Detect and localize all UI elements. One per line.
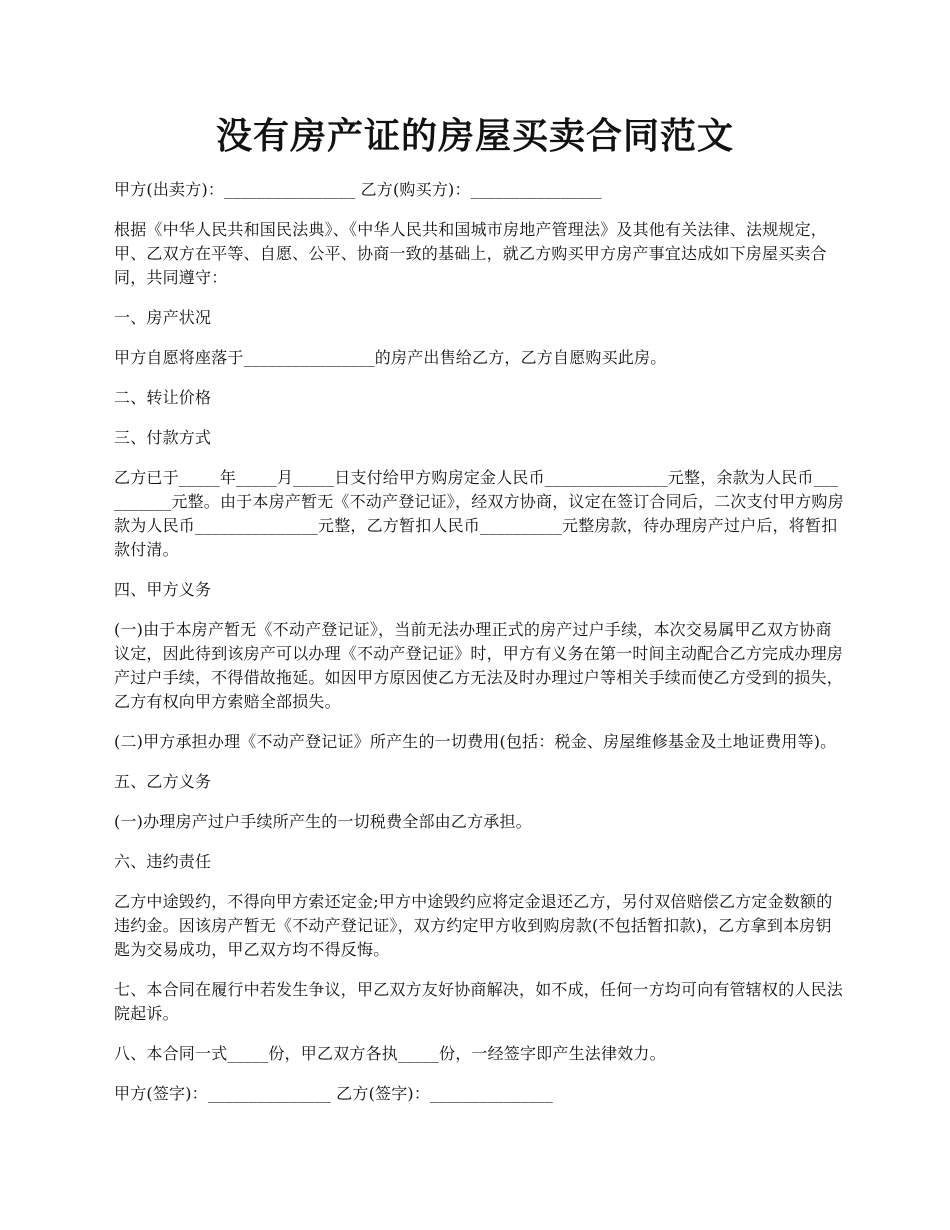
party-names-line: 甲方(出卖方)：________________ 乙方(购买方)：________________ xyxy=(114,180,602,199)
section-heading-property: 一、房产状况 xyxy=(114,308,212,327)
section-heading-seller-duties: 四、甲方义务 xyxy=(114,580,212,599)
property-location-paragraph: 甲方自愿将座落于________________的房产出售给乙方，乙方自愿购买此房。 xyxy=(114,348,667,367)
section-heading-buyer-duties: 五、乙方义务 xyxy=(114,772,212,791)
seller-duty-1-paragraph: (一)由于本房产暂无《不动产登记证》，当前无法办理正式的房产过户手续，本次交易属甲乙双方协商议定，因此待到该房产可以办理《不动产登记证》时，甲方有义务在第一时间主动配合乙方完成办理房产过户手续，不得借故拖延。如因甲方原因使乙方无法及时办理过户等相关手续而使乙方受到的损失，乙方有权向甲方索赔全部损失。 xyxy=(114,620,844,711)
section-heading-price: 二、转让价格 xyxy=(114,388,212,407)
copies-paragraph: 八、本合同一式_____份，甲乙双方各执_____份，一经签字即产生法律效力。 xyxy=(114,1044,666,1063)
payment-paragraph: 乙方已于_____年_____月_____日支付给甲方购房定金人民币_______________元整，余款为人民币__________元整。由于本房产暂无《不动产登记证》，经双方协商，议定在签订合同后，二次支付甲方购房款为人民币_______________元整，乙方暂扣人民币__________元整房款，待办理房产过户后，将暂扣款付清。 xyxy=(114,468,844,559)
document-title: 没有房产证的房屋买卖合同范文 xyxy=(215,115,734,157)
buyer-duty-1-paragraph: (一)办理房产过户手续所产生的一切税费全部由乙方承担。 xyxy=(114,812,532,831)
document-body xyxy=(114,178,844,1122)
dispute-paragraph: 七、本合同在履行中若发生争议，甲乙双方友好协商解决，如不成，任何一方均可向有管辖权的人民法院起诉。 xyxy=(114,980,844,1023)
section-heading-liability: 六、违约责任 xyxy=(114,852,212,871)
seller-duty-2-paragraph: (二)甲方承担办理《不动产登记证》所产生的一切费用(包括：税金、房屋维修基金及土地证费用等)。 xyxy=(114,732,837,751)
preamble-paragraph: 根据《中华人民共和国民法典》、《中华人民共和国城市房地产管理法》及其他有关法律、法规规定，甲、乙双方在平等、自愿、公平、协商一致的基础上，就乙方购买甲方房产事宜达成如下房屋买卖合同，共同遵守： xyxy=(114,220,828,287)
section-heading-payment: 三、付款方式 xyxy=(114,428,212,447)
liability-paragraph: 乙方中途毁约，不得向甲方索还定金;甲方中途毁约应将定金退还乙方，另付双倍赔偿乙方定金数额的违约金。因该房产暂无《不动产登记证》，双方约定甲方收到购房款(不包括暂扣款)，乙方拿到本房钥匙为交易成功，甲乙双方均不得反悔。 xyxy=(114,892,833,959)
signature-line: 甲方(签字)：_______________ 乙方(签字)：_______________ xyxy=(114,1084,554,1103)
